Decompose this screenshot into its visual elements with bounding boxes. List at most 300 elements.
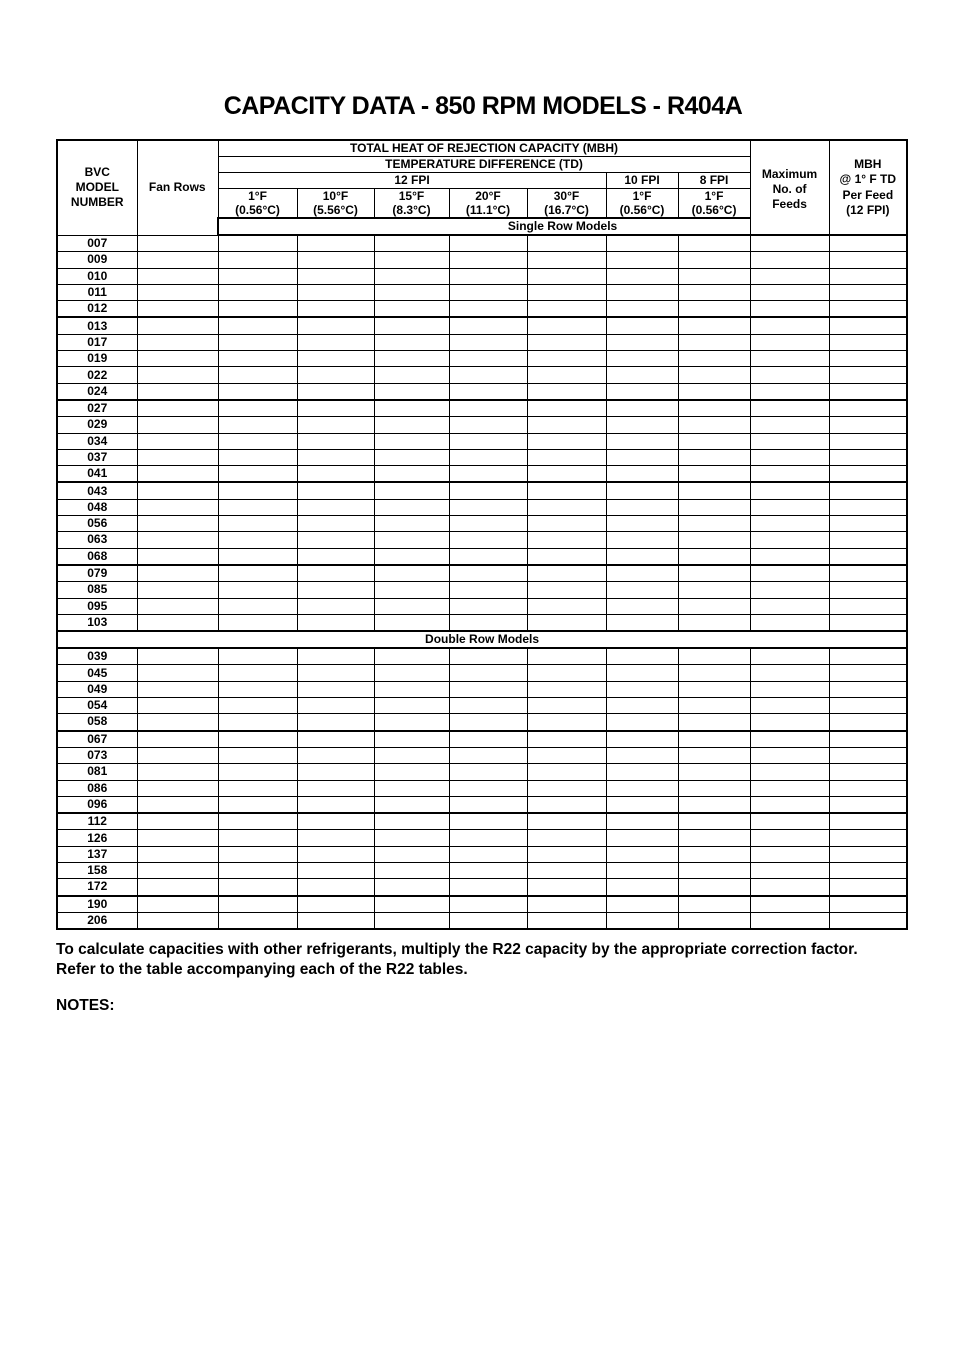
data-cell xyxy=(297,417,374,433)
table-row xyxy=(57,747,907,763)
data-cell xyxy=(606,598,678,614)
data-cell xyxy=(137,235,218,252)
data-cell xyxy=(527,400,606,417)
table-row xyxy=(57,433,907,449)
data-cell xyxy=(137,351,218,367)
data-cell xyxy=(218,284,297,300)
data-cell xyxy=(606,747,678,763)
data-cell xyxy=(137,582,218,598)
section-header: Double Row Models xyxy=(57,631,907,648)
model-number-header xyxy=(57,140,137,235)
data-cell xyxy=(449,614,527,631)
data-cell xyxy=(137,284,218,300)
data-cell xyxy=(678,417,750,433)
table-row xyxy=(57,879,907,896)
data-cell xyxy=(374,614,449,631)
data-cell xyxy=(527,780,606,796)
footnote-line: Refer to the table accompanying each of the R22 tables. xyxy=(56,960,468,978)
data-cell xyxy=(678,548,750,565)
data-cell xyxy=(218,764,297,780)
data-cell xyxy=(218,482,297,499)
data-cell xyxy=(829,284,907,300)
td-col-header: 15°F (8.3°C) xyxy=(374,189,449,219)
data-cell xyxy=(137,830,218,846)
data-cell xyxy=(374,252,449,268)
data-cell xyxy=(137,698,218,714)
data-cell xyxy=(750,896,829,913)
data-cell xyxy=(527,284,606,300)
data-cell xyxy=(374,367,449,383)
data-cell xyxy=(297,614,374,631)
data-cell xyxy=(297,747,374,763)
data-cell xyxy=(829,846,907,862)
data-cell xyxy=(829,764,907,780)
temperature-difference-header: TEMPERATURE DIFFERENCE (TD) xyxy=(218,157,750,173)
data-cell xyxy=(678,516,750,532)
model-number-cell: 043 xyxy=(57,482,137,499)
capacity-table xyxy=(56,139,908,930)
data-cell xyxy=(137,417,218,433)
data-cell xyxy=(374,417,449,433)
table-row xyxy=(57,449,907,465)
data-cell xyxy=(750,764,829,780)
model-number-cell: 054 xyxy=(57,698,137,714)
data-cell xyxy=(137,896,218,913)
model-number-cell: 079 xyxy=(57,565,137,582)
data-cell xyxy=(829,796,907,813)
data-cell xyxy=(218,252,297,268)
data-cell xyxy=(678,648,750,665)
data-cell xyxy=(297,383,374,400)
data-cell xyxy=(750,351,829,367)
fpi-10-header: 10 FPI xyxy=(606,173,678,189)
data-cell xyxy=(374,284,449,300)
notes-label: NOTES: xyxy=(56,997,115,1014)
data-cell xyxy=(218,400,297,417)
data-cell xyxy=(374,433,449,449)
data-cell xyxy=(678,879,750,896)
data-cell xyxy=(750,830,829,846)
data-cell xyxy=(218,499,297,515)
data-cell xyxy=(374,896,449,913)
data-cell xyxy=(218,862,297,878)
data-cell xyxy=(527,912,606,929)
model-number-cell: 017 xyxy=(57,334,137,350)
data-cell xyxy=(829,532,907,548)
data-cell xyxy=(829,351,907,367)
data-cell xyxy=(137,764,218,780)
table-row xyxy=(57,780,907,796)
data-cell xyxy=(374,532,449,548)
data-cell xyxy=(297,334,374,350)
data-cell xyxy=(297,317,374,334)
data-cell xyxy=(527,714,606,731)
data-cell xyxy=(218,879,297,896)
data-cell xyxy=(449,830,527,846)
data-cell xyxy=(374,301,449,318)
data-cell xyxy=(606,383,678,400)
data-cell xyxy=(297,268,374,284)
table-row xyxy=(57,565,907,582)
data-cell xyxy=(606,252,678,268)
data-cell xyxy=(678,317,750,334)
data-cell xyxy=(750,284,829,300)
table-row xyxy=(57,912,907,929)
data-cell xyxy=(678,400,750,417)
data-cell xyxy=(297,367,374,383)
data-cell xyxy=(606,582,678,598)
table-row xyxy=(57,301,907,318)
fpi-8-header: 8 FPI xyxy=(678,173,750,189)
data-cell xyxy=(137,499,218,515)
data-cell xyxy=(374,565,449,582)
data-cell xyxy=(374,862,449,878)
data-cell xyxy=(449,879,527,896)
model-number-cell: 034 xyxy=(57,433,137,449)
table-row xyxy=(57,862,907,878)
fpi-12-header: 12 FPI xyxy=(218,173,606,189)
table-row xyxy=(57,731,907,748)
data-cell xyxy=(829,896,907,913)
data-cell xyxy=(750,317,829,334)
data-cell xyxy=(449,764,527,780)
data-cell xyxy=(137,252,218,268)
data-cell xyxy=(218,235,297,252)
mbh-line: @ 1° F TD xyxy=(839,172,897,186)
data-cell xyxy=(449,912,527,929)
table-row xyxy=(57,466,907,483)
data-cell xyxy=(297,235,374,252)
data-cell xyxy=(218,813,297,830)
section-header: Single Row Models xyxy=(218,218,907,235)
data-cell xyxy=(218,830,297,846)
data-cell xyxy=(374,780,449,796)
data-cell xyxy=(218,334,297,350)
data-cell xyxy=(297,830,374,846)
data-cell xyxy=(750,714,829,731)
model-number-cell: 013 xyxy=(57,317,137,334)
model-header-line: NUMBER xyxy=(70,195,124,210)
data-cell xyxy=(606,334,678,350)
model-number-cell: 041 xyxy=(57,466,137,483)
data-cell xyxy=(678,780,750,796)
data-cell xyxy=(750,731,829,748)
data-cell xyxy=(449,334,527,350)
footnote-line: To calculate capacities with other refrigerants, multiply the R22 capacity by the appropriate correction factor. xyxy=(56,941,858,958)
data-cell xyxy=(527,417,606,433)
data-cell xyxy=(218,367,297,383)
data-cell xyxy=(218,582,297,598)
data-cell xyxy=(606,796,678,813)
data-cell xyxy=(829,548,907,565)
data-cell xyxy=(449,698,527,714)
data-cell xyxy=(527,268,606,284)
data-cell xyxy=(750,912,829,929)
data-cell xyxy=(297,400,374,417)
max-feeds-line: Maximum xyxy=(761,167,818,181)
data-cell xyxy=(374,466,449,483)
data-cell xyxy=(527,582,606,598)
footnote xyxy=(56,940,936,979)
data-cell xyxy=(137,334,218,350)
data-cell xyxy=(527,698,606,714)
data-cell xyxy=(678,582,750,598)
model-number-cell: 096 xyxy=(57,796,137,813)
data-cell xyxy=(527,565,606,582)
table-row xyxy=(57,268,907,284)
data-cell xyxy=(297,896,374,913)
data-cell xyxy=(218,449,297,465)
data-cell xyxy=(750,747,829,763)
data-cell xyxy=(218,417,297,433)
model-number-cell: 011 xyxy=(57,284,137,300)
data-cell xyxy=(829,400,907,417)
data-cell xyxy=(297,284,374,300)
table-row xyxy=(57,499,907,515)
data-cell xyxy=(829,813,907,830)
data-cell xyxy=(606,417,678,433)
data-cell xyxy=(527,252,606,268)
data-cell xyxy=(678,268,750,284)
data-cell xyxy=(527,614,606,631)
data-cell xyxy=(750,565,829,582)
data-cell xyxy=(527,846,606,862)
data-cell xyxy=(297,862,374,878)
data-cell xyxy=(297,482,374,499)
model-number-cell: 172 xyxy=(57,879,137,896)
data-cell xyxy=(449,731,527,748)
data-cell xyxy=(137,268,218,284)
data-cell xyxy=(297,433,374,449)
model-number-cell: 056 xyxy=(57,516,137,532)
data-cell xyxy=(750,879,829,896)
data-cell xyxy=(297,582,374,598)
data-cell xyxy=(297,714,374,731)
data-cell xyxy=(606,714,678,731)
data-cell xyxy=(527,433,606,449)
data-cell xyxy=(449,449,527,465)
table-row xyxy=(57,351,907,367)
model-number-cell: 073 xyxy=(57,747,137,763)
table-row xyxy=(57,681,907,697)
data-cell xyxy=(750,516,829,532)
table-row xyxy=(57,846,907,862)
data-cell xyxy=(374,846,449,862)
model-number-cell: 063 xyxy=(57,532,137,548)
data-cell xyxy=(527,681,606,697)
data-cell xyxy=(678,598,750,614)
data-cell xyxy=(449,862,527,878)
data-cell xyxy=(218,301,297,318)
data-cell xyxy=(527,317,606,334)
td-col-header: 10°F (5.56°C) xyxy=(297,189,374,219)
data-cell xyxy=(829,731,907,748)
data-cell xyxy=(449,417,527,433)
data-cell xyxy=(750,466,829,483)
data-cell xyxy=(829,466,907,483)
data-cell xyxy=(606,565,678,582)
table-row xyxy=(57,830,907,846)
data-cell xyxy=(750,252,829,268)
data-cell xyxy=(297,731,374,748)
data-cell xyxy=(137,731,218,748)
data-cell xyxy=(449,532,527,548)
table-row xyxy=(57,648,907,665)
data-cell xyxy=(137,912,218,929)
data-cell xyxy=(297,598,374,614)
data-cell xyxy=(829,614,907,631)
model-number-cell: 048 xyxy=(57,499,137,515)
table-row xyxy=(57,532,907,548)
data-cell xyxy=(750,235,829,252)
data-cell xyxy=(606,681,678,697)
data-cell xyxy=(606,879,678,896)
data-cell xyxy=(449,896,527,913)
data-cell xyxy=(829,665,907,681)
data-cell xyxy=(374,482,449,499)
data-cell xyxy=(606,846,678,862)
data-cell xyxy=(527,482,606,499)
data-cell xyxy=(297,698,374,714)
data-cell xyxy=(449,796,527,813)
data-cell xyxy=(606,268,678,284)
data-cell xyxy=(678,614,750,631)
data-cell xyxy=(137,862,218,878)
data-cell xyxy=(829,516,907,532)
data-cell xyxy=(137,796,218,813)
data-cell xyxy=(829,301,907,318)
model-number-cell: 081 xyxy=(57,764,137,780)
data-cell xyxy=(527,383,606,400)
data-cell xyxy=(449,681,527,697)
data-cell xyxy=(750,796,829,813)
data-cell xyxy=(297,648,374,665)
data-cell xyxy=(527,516,606,532)
data-cell xyxy=(374,383,449,400)
data-cell xyxy=(297,532,374,548)
data-cell xyxy=(137,598,218,614)
data-cell xyxy=(606,830,678,846)
data-cell xyxy=(750,846,829,862)
data-cell xyxy=(678,714,750,731)
data-cell xyxy=(449,813,527,830)
data-cell xyxy=(527,648,606,665)
data-cell xyxy=(750,400,829,417)
data-cell xyxy=(449,714,527,731)
capacity-table-container xyxy=(56,139,908,930)
data-cell xyxy=(829,681,907,697)
data-cell xyxy=(374,449,449,465)
data-cell xyxy=(750,268,829,284)
data-cell xyxy=(374,548,449,565)
data-cell xyxy=(137,665,218,681)
table-row xyxy=(57,665,907,681)
data-cell xyxy=(829,268,907,284)
data-cell xyxy=(829,433,907,449)
model-number-cell: 137 xyxy=(57,846,137,862)
data-cell xyxy=(374,334,449,350)
model-number-cell: 024 xyxy=(57,383,137,400)
data-cell xyxy=(750,499,829,515)
data-cell xyxy=(218,383,297,400)
data-cell xyxy=(449,301,527,318)
model-number-cell: 095 xyxy=(57,598,137,614)
data-cell xyxy=(137,681,218,697)
data-cell xyxy=(527,747,606,763)
data-cell xyxy=(606,731,678,748)
data-cell xyxy=(829,235,907,252)
model-number-cell: 022 xyxy=(57,367,137,383)
data-cell xyxy=(829,648,907,665)
data-cell xyxy=(527,879,606,896)
data-cell xyxy=(297,499,374,515)
data-cell xyxy=(218,731,297,748)
data-cell xyxy=(678,813,750,830)
data-cell xyxy=(750,482,829,499)
data-cell xyxy=(678,466,750,483)
data-cell xyxy=(374,830,449,846)
data-cell xyxy=(527,449,606,465)
td-col-header: 1°F (0.56°C) xyxy=(678,189,750,219)
data-cell xyxy=(374,665,449,681)
fan-rows-header: Fan Rows xyxy=(137,140,218,235)
data-cell xyxy=(678,830,750,846)
data-cell xyxy=(374,912,449,929)
data-cell xyxy=(829,499,907,515)
data-cell xyxy=(449,780,527,796)
data-cell xyxy=(678,665,750,681)
data-cell xyxy=(527,731,606,748)
model-number-cell: 158 xyxy=(57,862,137,878)
table-row xyxy=(57,896,907,913)
data-cell xyxy=(527,466,606,483)
mbh-line: (12 FPI) xyxy=(846,203,890,217)
data-cell xyxy=(218,912,297,929)
data-cell xyxy=(606,367,678,383)
data-cell xyxy=(297,665,374,681)
data-cell xyxy=(218,846,297,862)
data-cell xyxy=(527,598,606,614)
table-row xyxy=(57,482,907,499)
data-cell xyxy=(449,268,527,284)
data-cell xyxy=(374,582,449,598)
data-cell xyxy=(137,516,218,532)
data-cell xyxy=(527,862,606,878)
table-row xyxy=(57,516,907,532)
data-cell xyxy=(606,433,678,449)
table-row xyxy=(57,796,907,813)
data-cell xyxy=(829,317,907,334)
data-cell xyxy=(678,235,750,252)
data-cell xyxy=(449,565,527,582)
data-cell xyxy=(750,301,829,318)
data-cell xyxy=(750,813,829,830)
data-cell xyxy=(297,813,374,830)
data-cell xyxy=(218,548,297,565)
data-cell xyxy=(527,665,606,681)
data-cell xyxy=(606,284,678,300)
table-row xyxy=(57,548,907,565)
data-cell xyxy=(606,449,678,465)
table-body xyxy=(57,140,907,929)
data-cell xyxy=(678,449,750,465)
model-header-line: BVC xyxy=(84,165,110,180)
model-number-cell: 067 xyxy=(57,731,137,748)
data-cell xyxy=(137,648,218,665)
data-cell xyxy=(606,482,678,499)
data-cell xyxy=(137,433,218,449)
data-cell xyxy=(606,301,678,318)
